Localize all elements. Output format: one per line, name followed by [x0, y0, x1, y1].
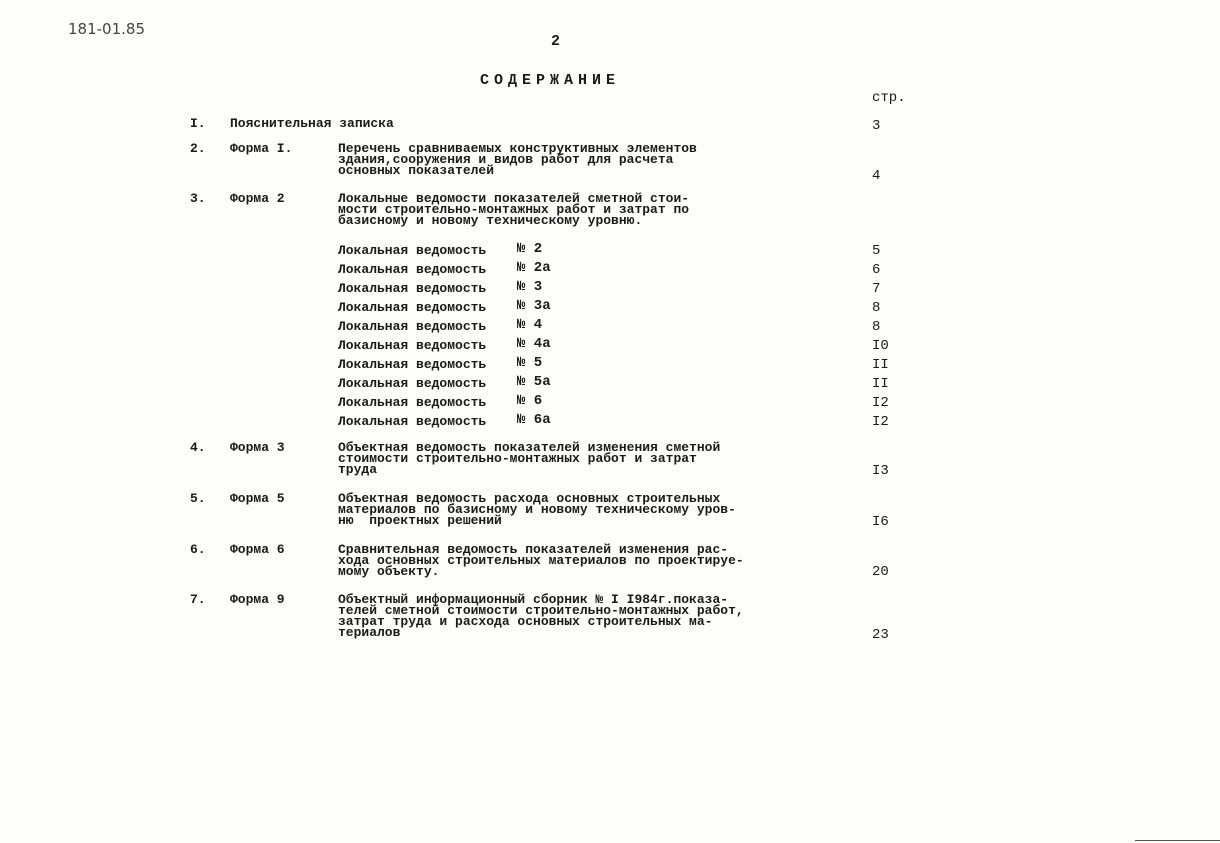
entry-form: Форма I. [230, 141, 293, 156]
divider [1135, 840, 1220, 841]
entry-form: Форма 2 [230, 191, 285, 206]
local-sheet-number: № 2а [517, 260, 551, 276]
entry-page-number: I6 [872, 514, 889, 530]
local-sheet-page-number: I0 [872, 338, 889, 354]
entry-description-line: Сравнительная ведомость показателей изменения рас- [338, 542, 729, 557]
local-sheet-page-number: I2 [872, 414, 889, 430]
entry-description-line: здания,сооружения и видов работ для расчета [338, 152, 674, 167]
local-sheet-number: № 6 [517, 393, 543, 409]
entry-description-line: стоимости строительно-монтажных работ и затрат [338, 451, 697, 466]
local-sheet-number: № 4а [517, 336, 551, 352]
local-sheet-page-number: 7 [872, 281, 881, 297]
entry-form: Форма 3 [230, 440, 285, 455]
entry-description-line: телей сметной стоимости строительно-монтажных работ, [338, 603, 744, 618]
entry-description-line: Перечень сравниваемых конструктивных элементов [338, 141, 697, 156]
local-sheet-page-number: 8 [872, 300, 881, 316]
local-sheet-number: № 5 [517, 355, 543, 371]
local-sheet-label: Локальная ведомость [338, 262, 487, 277]
local-sheet-label: Локальная ведомость [338, 300, 487, 315]
entry-description-line: териалов [338, 625, 401, 640]
local-sheet-number: № 4 [517, 317, 543, 333]
local-sheet-number: № 3 [517, 279, 543, 295]
entry-form: Форма 9 [230, 592, 285, 607]
local-sheet-label: Локальная ведомость [338, 414, 487, 429]
local-sheet-page-number: II [872, 357, 889, 373]
entry-description-line: труда [338, 462, 378, 477]
entry-form: Форма 5 [230, 491, 285, 506]
entry-page-number: 23 [872, 627, 889, 643]
entry-description-line: основных показателей [338, 163, 495, 178]
entry-description-line: ню проектных решений [338, 513, 502, 528]
local-sheet-label: Локальная ведомость [338, 376, 487, 391]
entry-form: Пояснительная записка [230, 116, 394, 131]
local-sheet-page-number: 6 [872, 262, 881, 278]
handwritten-code: 181-01.85 [68, 20, 145, 38]
entry-form: Форма 6 [230, 542, 285, 557]
entry-description-line: Объектный информационный сборник № I I984г.показа- [338, 592, 729, 607]
entry-description-line: Локальные ведомости показателей сметной стои- [338, 191, 690, 206]
local-sheet-label: Локальная ведомость [338, 338, 487, 353]
entry-page-number: 20 [872, 564, 889, 580]
entry-number: 6. [190, 542, 206, 557]
entry-page-number: I3 [872, 463, 889, 479]
local-sheet-page-number: 5 [872, 243, 881, 259]
page-title: СОДЕРЖАНИЕ [480, 72, 621, 89]
entry-description-line: затрат труда и расхода основных строительных ма- [338, 614, 713, 629]
local-sheet-label: Локальная ведомость [338, 243, 487, 258]
local-sheet-label: Локальная ведомость [338, 357, 487, 372]
entry-description-line: Объектная ведомость показателей изменения сметной [338, 440, 721, 455]
entry-description-line: материалов по базисному и новому техническому уров- [338, 502, 736, 517]
local-sheet-number: № 2 [517, 241, 543, 257]
local-sheet-label: Локальная ведомость [338, 281, 487, 296]
local-sheet-number: № 3а [517, 298, 551, 314]
entry-description-line: мому объекту. [338, 564, 440, 579]
entry-description-line: хода основных строительных материалов по проектируе- [338, 553, 744, 568]
page-column-header: стр. [872, 90, 906, 106]
local-sheet-page-number: I2 [872, 395, 889, 411]
entry-number: 7. [190, 592, 206, 607]
entry-description-line: базисному и новому техническому уровню. [338, 213, 643, 228]
entry-number: 2. [190, 141, 206, 156]
entry-number: 3. [190, 191, 206, 206]
entry-number: 4. [190, 440, 206, 455]
entry-page-number: 4 [872, 168, 881, 184]
local-sheet-page-number: II [872, 376, 889, 392]
local-sheet-label: Локальная ведомость [338, 395, 487, 410]
entry-number: 5. [190, 491, 206, 506]
entry-description-line: мости строительно-монтажных работ и затрат по [338, 202, 690, 217]
local-sheet-number: № 6а [517, 412, 551, 428]
local-sheet-label: Локальная ведомость [338, 319, 487, 334]
entry-number: I. [190, 116, 206, 131]
local-sheet-number: № 5а [517, 374, 551, 390]
page-number: 2 [551, 33, 561, 50]
entry-page-number: 3 [872, 118, 881, 134]
entry-description-line: Объектная ведомость расхода основных строительных [338, 491, 721, 506]
local-sheet-page-number: 8 [872, 319, 881, 335]
